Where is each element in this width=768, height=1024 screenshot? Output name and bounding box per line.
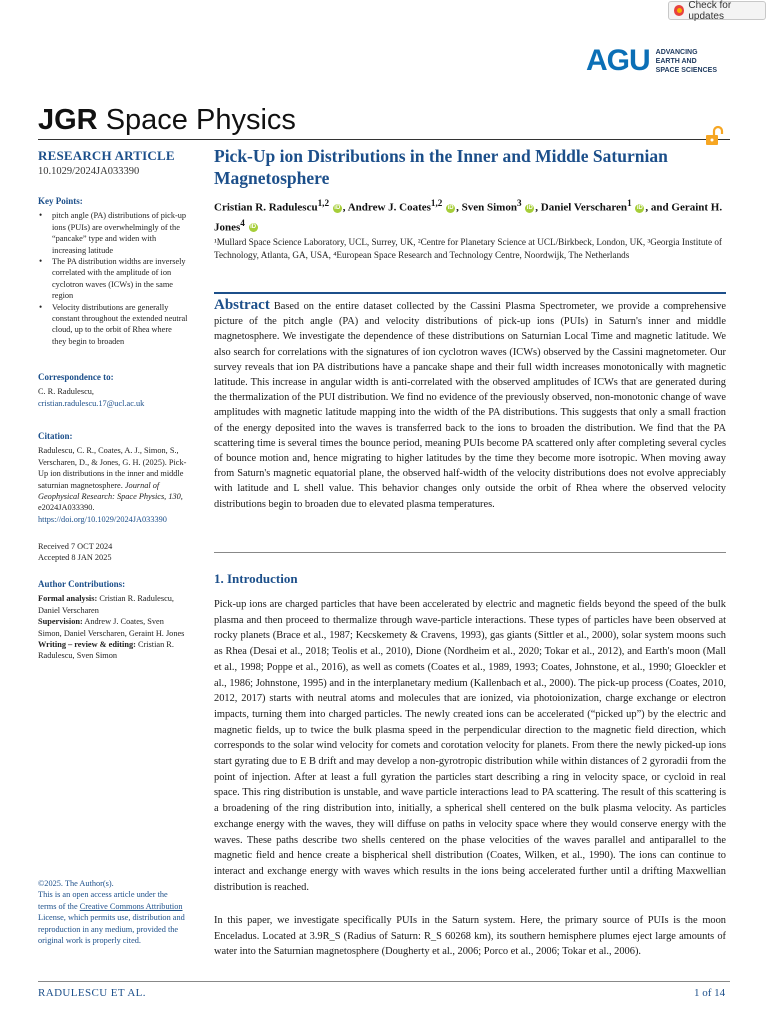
footer-rule <box>38 981 730 982</box>
correspondence-name: C. R. Radulescu, <box>38 387 94 397</box>
correspondence-email-link[interactable]: cristian.radulescu.17@ucl.ac.uk <box>38 398 145 408</box>
orcid-icon[interactable]: iD <box>636 204 643 211</box>
license-text: This is an open access article under the terms of the Creative Commons Attribution License, which permits use, distribution and reproduction in any medium, provided the original work is properly cited. <box>38 890 185 946</box>
article-type: RESEARCH ARTICLE <box>38 148 175 163</box>
agu-logo-text: ADVANCING EARTH AND SPACE SCIENCES <box>655 48 718 74</box>
author-name: Cristian R. Radulescu <box>214 201 318 214</box>
article-title: Pick-Up ion Distributions in the Inner and Middle Saturnian Magnetosphere <box>214 146 668 188</box>
key-point: • Velocity distributions are generally constant throughout the extended neutral cloud, up to the orbit of Rhea where they begin to broaden <box>48 302 188 348</box>
contribution-item: Writing – review & editing: Cristian R. Radulescu, Sven Simon <box>38 640 174 661</box>
author-name: Daniel Verscharen <box>540 201 628 214</box>
agu-logo-mark: AGU <box>586 44 650 77</box>
author-contributions <box>38 579 188 662</box>
author-name: Geraint H. Jones <box>214 201 723 234</box>
dates <box>38 541 188 564</box>
open-access-lock-icon <box>704 125 726 147</box>
check-updates-icon <box>674 5 684 16</box>
received-date: Received 7 OCT 2024 <box>38 542 113 551</box>
journal-title: JGR Space Physics <box>38 104 296 136</box>
check-for-updates-button[interactable] <box>668 1 766 20</box>
key-point: • The PA distribution widths are inversely correlated with the amplitude of ion cyclotron waves (ICWs) in the same region <box>48 256 188 302</box>
intro-paragraph-1: Pick-up ions are charged particles that have been accelerated by electric and magnetic fields beyond the speed of the bulk plasma and then proceed to thermalize through wave-particle interactions. These types of particles have been observed at rocky planets (Brace et al., 1987; Kecskemety & Cravens, 1993), gas giants (Sittler et al., 2000), solar system moons such as Rhea (Desai et al., 2018; Teolis et al., 2010), Dione (Nordheim et al., 2020; Tokar et al., 2012), and Earth's moon (Mall et al., 1998; Poppe et al., 2016), as well as comets (Coates et al., 1989, 1993; Coates, Johnstone, et al., 1990; Gloeckler et al., 1986; Johnstone, 1995) and in the interplanetary medium (Kallenbach et al., 2000). The pick-up process (Coates, 2010, 2012, 2017) starts with neutral atoms and molecules that are ionized, via photoionization, charge exchange or electron impacts, turning them into charged particles. The newly created ions can be accelerated (“picked up”) by the electric and magnetic fields, up to twice the bulk plasma speed in the perpendicular direction to the magnetic field direction, which corresponds to the solar wind velocity for comets and corotation velocity for planets. From there the newly picked-up ions start gyrating due to E B drift and may develop a non-gyrotropic distribution while within distances of 2 gyroradii from the point of injection. After at least a full gyration the particles start describing a ring in velocity space, or cycloid in real space. This ring distribution is unstable, and wave particle interactions lead to PA scattering. The result of this scattering is a broadening of the ring distribution into, initially, a spherical shell centered on the bulk plasma velocity. As particles exchange energy with the waves, they will diffuse on paths in velocity space where they would conserve energy with the waves. These paths describe two shells centered on the phase velocities of the waves parallel and antiparallel to the magnetic field and hence create a bispherical shell distribution (Coates, Wilken, et al., 1990). The ions can continue to interact and exchange energy with waves which results in the ions being accelerated further until a drifting Maxwellian distribution is reached. <box>214 599 726 893</box>
contributions-heading: Author Contributions: <box>38 579 126 589</box>
abstract-text: Based on the entire dataset collected by the Cassini Plasma Spectrometer, we provide a comprehensive picture of the pitch angle (PA) and velocity distributions of pick-up ions (PUIs) in Saturn's inner and middle magnetosphere. We investigate the dependence of these distributions on Saturnian Local Time and magnetic latitude. We also search for correlations with the signatures of ion cyclotron waves (ICWs) observed by the Cassini magnetometer. Our survey reveals that ion PA distributions have a pancake shape and their full width increases monotonically with magnetic latitude. This increase in angular width is anti-correlated with the observed amplitudes of ICWs that are generated during the thermalization of the PUI distribution. We find no evidence of the previously observed, non-monotonic change of wave amplitudes with magnetic latitude mapping into the width of the PA distributions. This suggests that only a small fraction of the energy deposited into the waves is transferred back to the ions to broaden the distribution. We find that the PA scattering time is several times the bounce period, meaning PUIs become PA scattered only after completing several cycles of bounce motion and, hence migrating to higher latitudes by the time they become more isotropic. When moving away from Saturn's magnetic equatorial plane, the observed half-width of the velocity distributions does not evolve appreciably with latitude and L shell value. This behavior changes only outside the orbit of Rhea where the observed velocity distributions begin to broaden due to elevated plasma temperatures. <box>214 301 726 510</box>
citation-heading: Citation: <box>38 431 73 441</box>
abstract <box>214 298 726 512</box>
header-rule <box>38 139 730 140</box>
license-notice <box>38 878 188 946</box>
agu-logo <box>586 46 717 76</box>
orcid-icon[interactable]: iD <box>526 204 533 211</box>
citation-body: Radulescu, C. R., Coates, A. J., Simon, S., Verscharen, D., & Jones, G. H. (2025). Pick-Up ion distributions in the inner and middle saturnian magnetosphere. Journal of Geophysical Research: Space Physics, 130, e2024JA033390. https://doi.org/10.1029/2024JA033390 <box>38 446 187 524</box>
key-points <box>38 196 188 347</box>
author-list: Cristian R. Radulescu$^{1,2}$ iD , Andrew J. Coates$^{1,2}$ iD , Sven Simon$^3$ iD , Daniel Verscharen$^1$ iD , and Geraint H. Jones$^4$ iD <box>214 198 723 234</box>
key-points-heading: Key Points: <box>38 196 83 206</box>
orcid-icon[interactable]: iD <box>250 224 257 231</box>
check-updates-label: Check for updates <box>688 0 732 22</box>
orcid-icon[interactable]: iD <box>334 204 341 211</box>
license-link[interactable]: Creative Commons Attribution <box>79 901 183 911</box>
copyright: ©2025. The Author(s). <box>38 879 114 888</box>
author-name: Sven Simon <box>461 201 517 214</box>
contribution-item: Formal analysis: Cristian R. Radulescu, Daniel Verscharen <box>38 594 174 615</box>
contribution-item: Supervision: Andrew J. Coates, Sven Simon, Daniel Verscharen, Geraint H. Jones <box>38 617 185 638</box>
footer-running-head: RADULESCU ET AL. <box>38 987 146 999</box>
abstract-top-rule <box>214 292 726 294</box>
article-doi: 10.1029/2024JA033390 <box>38 166 140 177</box>
intro-paragraph-2: In this paper, we investigate specifically PUIs in the Saturn system. Here, the primary source of PUIs is the moon Enceladus. Located at 3.9R_S (Radius of Saturn: R_S 60268 km), its southern hemisphere plumes eject large amounts of water into the Saturnian magnetosphere (Dougherty et al., 2006; Porco et al., 2006; Tokar et al., 2006). <box>214 915 726 958</box>
orcid-icon[interactable]: iD <box>447 204 454 211</box>
key-point: • pitch angle (PA) distributions of pick-up ions (PUIs) are overwhelmingly of the “pancake” type and widen with increasing latitude <box>48 210 188 256</box>
correspondence <box>38 372 188 409</box>
citation <box>38 431 188 525</box>
abstract-heading: Abstract <box>214 297 270 313</box>
affiliations: ¹Mullard Space Science Laboratory, UCL, Surrey, UK, ²Centre for Planetary Science at UCL/Birkbeck, London, UK, ³Georgia Institute of Technology, Atlanta, GA, USA, ⁴European Space Research and Technology Centre, Noordwijk, The Netherlands <box>214 237 722 260</box>
section-heading-introduction: 1. Introduction <box>214 571 298 586</box>
accepted-date: Accepted 8 JAN 2025 <box>38 553 112 563</box>
footer-page-number: 1 of 14 <box>694 987 726 999</box>
abstract-bottom-rule <box>214 552 726 553</box>
correspondence-heading: Correspondence to: <box>38 372 114 382</box>
author-name: Andrew J. Coates <box>347 201 431 214</box>
citation-doi-link[interactable]: https://doi.org/10.1029/2024JA033390 <box>38 514 167 524</box>
